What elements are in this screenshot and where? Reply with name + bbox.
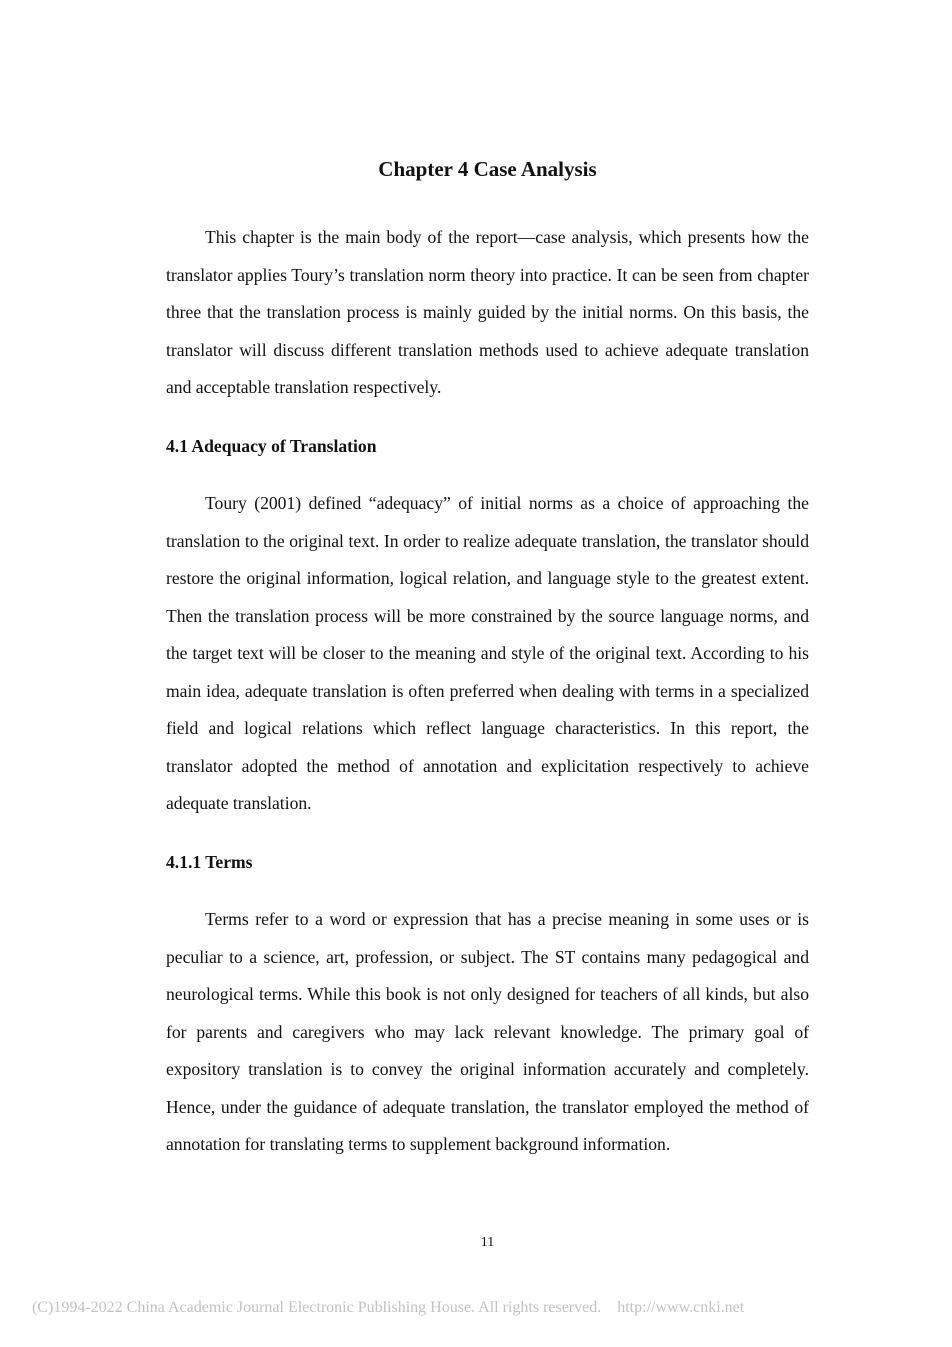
section-4-1-paragraph: Toury (2001) defined “adequacy” of initial norms as a choice of approaching the translation to the original text. In order to realize adequate translation, the translator should restore the original information, logical relation, and language style to the greatest extent. Then the translation process will be more constrained by the source language norms, and the target text will be closer to the meaning and style of the original text. According to his main idea, adequate translation is often preferred when dealing with terms in a specialized field and logical relations which reflect language characteristics. In this report, the translator adopted the method of annotation and explicitation respectively to achieve adequate translation. [166,493,809,813]
copyright-footer [32,1297,744,1319]
chapter-title: Chapter 4 Case Analysis [378,157,597,181]
page-number: 11 [480,1235,495,1250]
copyright-text: (C)1994-2022 China Academic Journal Electronic Publishing House. All rights reserved. [32,1299,602,1316]
footer-url: http://www.cnki.net [617,1299,745,1316]
section-4-1-1-paragraph: Terms refer to a word or expression that has a precise meaning in some uses or is peculiar to a science, art, profession, or subject. The ST contains many pedagogical and neurological terms. While this book is not only designed for teachers of all kinds, but also for parents and caregivers who may lack relevant knowledge. The primary goal of expository translation is to convey the original information accurately and completely. Hence, under the guidance of adequate translation, the translator employed the method of annotation for translating terms to supplement background information. [166,909,809,1154]
intro-paragraph: This chapter is the main body of the report—case analysis, which presents how the translator applies Toury’s translation norm theory into practice. It can be seen from chapter three that the translation process is mainly guided by the initial norms. On this basis, the translator will discuss different translation methods used to achieve adequate translation and acceptable translation respectively. [166,227,809,397]
section-heading-4-1-1: 4.1.1 Terms [166,852,253,872]
section-heading-4-1: 4.1 Adequacy of Translation [166,436,377,456]
